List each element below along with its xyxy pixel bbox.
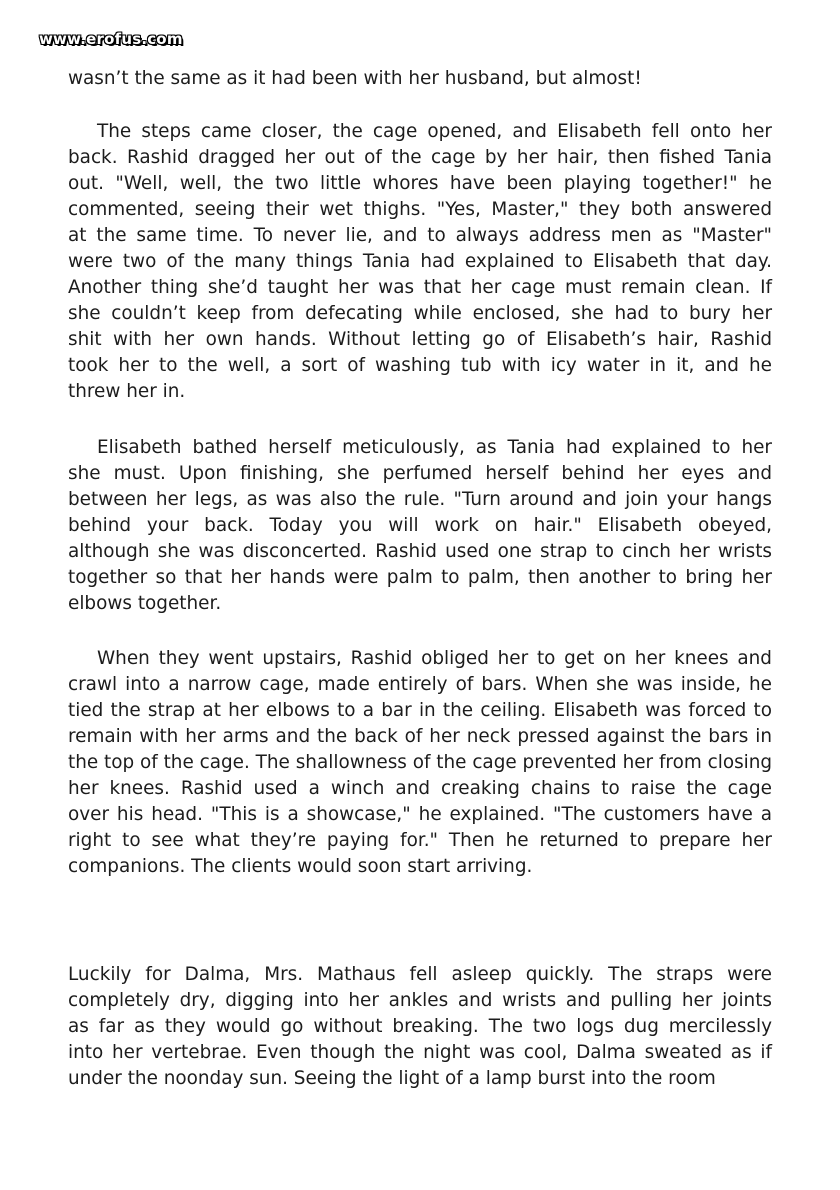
text-line: she couldn’t keep from defecating while enclosed, she had to bury her [68,303,772,324]
text-line: commented, seeing their wet thighs. "Yes, Master," they both answered [68,199,772,220]
text-line: as far as they would go without breaking. The two logs dug mercilessly [68,1016,772,1037]
text-line: Luckily for Dalma, Mrs. Mathaus fell asleep quickly. The straps were [68,964,772,985]
paragraph-1 [68,66,772,92]
text-line: wasn’t the same as it had been with her husband, but almost! [68,68,642,89]
text-line: shit with her own hands. Without letting go of Elisabeth’s hair, Rashid [68,329,772,350]
paragraph-3 [68,435,772,617]
text-line: between her legs, as was also the rule. "Turn around and join your hangs [68,489,772,510]
paragraph-4 [68,646,772,880]
text-line: she must. Upon finishing, she perfumed herself behind her eyes and [68,463,772,484]
text-line: threw her in. [68,381,186,402]
paragraph-5 [68,962,772,1092]
text-line: took her to the well, a sort of washing tub with icy water in it, and he [68,355,772,376]
text-line: companions. The clients would soon start arriving. [68,856,533,877]
text-line: together so that her hands were palm to palm, then another to bring her [68,567,772,588]
text-line: tied the strap at her elbows to a bar in the ceiling. Elisabeth was forced to [68,700,772,721]
text-line: right to see what they’re paying for." Then he returned to prepare her [68,830,772,851]
text-line: Another thing she’d taught her was that her cage must remain clean. If [68,277,772,298]
text-line: When they went upstairs, Rashid obliged her to get on her knees and [97,648,772,669]
text-line: although she was disconcerted. Rashid used one strap to cinch her wrists [68,541,772,562]
text-line: over his head. "This is a showcase," he explained. "The customers have a [68,804,772,825]
text-line: the top of the cage. The shallowness of the cage prevented her from closing [68,752,773,773]
text-line: out. "Well, well, the two little whores have been playing together!" he [68,173,772,194]
text-line: The steps came closer, the cage opened, and Elisabeth fell onto her [97,121,772,142]
text-line: were two of the many things Tania had explained to Elisabeth that day. [68,251,772,272]
paragraph-2 [68,119,772,405]
text-line: into her vertebrae. Even though the night was cool, Dalma sweated as if [68,1042,772,1063]
text-line: at the same time. To never lie, and to always address men as "Master" [68,225,772,246]
text-line: remain with her arms and the back of her neck pressed against the bars in [68,726,772,747]
text-line: behind your back. Today you will work on hair." Elisabeth obeyed, [68,515,772,536]
text-line: her knees. Rashid used a winch and creaking chains to raise the cage [68,778,772,799]
text-line: crawl into a narrow cage, made entirely of bars. When she was inside, he [68,674,772,695]
text-line: under the noonday sun. Seeing the light of a lamp burst into the room [68,1068,716,1089]
text-line: back. Rashid dragged her out of the cage by her hair, then fished Tania [68,147,772,168]
text-line: Elisabeth bathed herself meticulously, as Tania had explained to her [97,437,772,458]
text-line: elbows together. [68,593,222,614]
text-line: completely dry, digging into her ankles and wrists and pulling her joints [68,990,772,1011]
watermark-text: www.erofus.com [39,30,183,48]
